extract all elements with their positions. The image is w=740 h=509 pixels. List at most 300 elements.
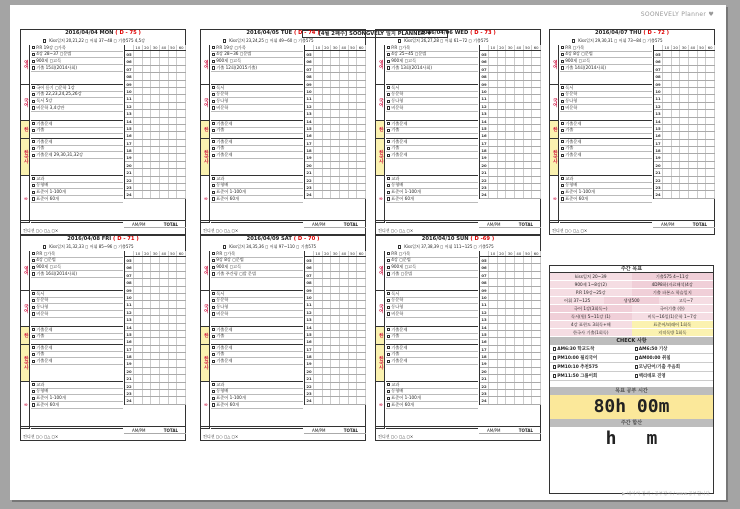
time-cell[interactable] (515, 272, 524, 278)
time-cell[interactable] (515, 331, 524, 337)
time-cell[interactable] (340, 169, 349, 175)
task-item[interactable] (560, 65, 652, 72)
time-cell[interactable] (506, 301, 515, 307)
time-cell[interactable] (143, 132, 152, 138)
checkbox[interactable] (223, 245, 226, 248)
time-cell[interactable] (524, 324, 533, 330)
time-cell[interactable] (314, 397, 323, 403)
time-cell[interactable] (680, 81, 689, 87)
task-item[interactable] (31, 345, 123, 352)
time-cell[interactable] (331, 390, 340, 396)
time-cell[interactable] (515, 360, 524, 366)
checkbox[interactable] (398, 245, 401, 248)
task-item[interactable] (386, 402, 478, 409)
time-cell[interactable] (680, 162, 689, 168)
time-cell[interactable] (151, 73, 160, 79)
time-cell[interactable] (689, 95, 698, 101)
checkbox[interactable] (223, 39, 226, 42)
time-cell[interactable] (160, 147, 169, 153)
time-cell[interactable] (524, 95, 533, 101)
checkbox[interactable] (32, 66, 35, 69)
time-cell[interactable] (532, 294, 541, 300)
checkbox[interactable] (561, 60, 564, 63)
time-cell[interactable] (498, 353, 507, 359)
task-item[interactable] (211, 121, 303, 128)
checkbox[interactable] (212, 147, 215, 150)
time-cell[interactable] (134, 118, 143, 124)
checkbox[interactable] (43, 245, 46, 248)
time-cell[interactable] (349, 383, 358, 389)
time-cell[interactable] (498, 132, 507, 138)
time-cell[interactable] (177, 316, 186, 322)
time-cell[interactable] (489, 125, 498, 131)
time-cell[interactable] (177, 125, 186, 131)
time-cell[interactable] (134, 184, 143, 190)
time-cell[interactable] (340, 316, 349, 322)
checkbox[interactable] (561, 93, 564, 96)
time-cell[interactable] (698, 58, 707, 64)
time-cell[interactable] (151, 353, 160, 359)
time-cell[interactable] (134, 324, 143, 330)
checkbox[interactable] (553, 365, 556, 368)
time-cell[interactable] (160, 316, 169, 322)
time-cell[interactable] (515, 58, 524, 64)
time-cell[interactable] (515, 154, 524, 160)
time-cell[interactable] (524, 147, 533, 153)
time-cell[interactable] (515, 103, 524, 109)
time-cell[interactable] (506, 397, 515, 403)
time-cell[interactable] (357, 162, 366, 168)
time-cell[interactable] (706, 191, 715, 197)
time-cell[interactable] (357, 264, 366, 270)
time-cell[interactable] (323, 287, 332, 293)
time-cell[interactable] (177, 51, 186, 57)
time-cell[interactable] (680, 88, 689, 94)
time-cell[interactable] (357, 154, 366, 160)
time-cell[interactable] (143, 272, 152, 278)
time-cell[interactable] (349, 353, 358, 359)
time-cell[interactable] (672, 169, 681, 175)
time-cell[interactable] (489, 338, 498, 344)
time-cell[interactable] (506, 353, 515, 359)
time-cell[interactable] (323, 257, 332, 263)
time-cell[interactable] (151, 397, 160, 403)
time-cell[interactable] (134, 301, 143, 307)
task-item[interactable] (211, 105, 303, 112)
time-cell[interactable] (663, 125, 672, 131)
time-cell[interactable] (489, 140, 498, 146)
time-cell[interactable] (349, 177, 358, 183)
checkbox[interactable] (387, 383, 390, 386)
time-cell[interactable] (506, 287, 515, 293)
checkbox[interactable] (561, 46, 564, 49)
time-cell[interactable] (532, 103, 541, 109)
time-cell[interactable] (515, 301, 524, 307)
time-cell[interactable] (349, 51, 358, 57)
time-cell[interactable] (143, 331, 152, 337)
time-cell[interactable] (349, 81, 358, 87)
time-cell[interactable] (160, 184, 169, 190)
time-cell[interactable] (160, 88, 169, 94)
checkbox[interactable] (561, 100, 564, 103)
time-cell[interactable] (169, 191, 178, 197)
time-cell[interactable] (177, 177, 186, 183)
time-cell[interactable] (331, 177, 340, 183)
time-cell[interactable] (524, 58, 533, 64)
time-cell[interactable] (177, 58, 186, 64)
task-item[interactable] (211, 345, 303, 352)
time-cell[interactable] (143, 279, 152, 285)
time-cell[interactable] (151, 177, 160, 183)
checkbox[interactable] (212, 86, 215, 89)
time-cell[interactable] (323, 95, 332, 101)
time-cell[interactable] (169, 147, 178, 153)
time-cell[interactable] (177, 81, 186, 87)
time-cell[interactable] (357, 301, 366, 307)
time-cell[interactable] (357, 88, 366, 94)
time-cell[interactable] (160, 383, 169, 389)
time-cell[interactable] (506, 294, 515, 300)
checkbox[interactable] (553, 347, 556, 350)
checkbox[interactable] (387, 252, 390, 255)
time-cell[interactable] (340, 184, 349, 190)
checkbox[interactable] (32, 312, 35, 315)
time-cell[interactable] (314, 88, 323, 94)
time-cell[interactable] (506, 272, 515, 278)
time-cell[interactable] (160, 338, 169, 344)
time-cell[interactable] (349, 331, 358, 337)
time-cell[interactable] (143, 73, 152, 79)
checkbox[interactable] (387, 335, 390, 338)
time-cell[interactable] (143, 287, 152, 293)
checkbox[interactable] (387, 328, 390, 331)
time-cell[interactable] (143, 324, 152, 330)
time-cell[interactable] (489, 294, 498, 300)
checkbox[interactable] (387, 122, 390, 125)
time-cell[interactable] (524, 390, 533, 396)
time-cell[interactable] (498, 287, 507, 293)
time-cell[interactable] (169, 162, 178, 168)
time-cell[interactable] (515, 264, 524, 270)
time-cell[interactable] (489, 264, 498, 270)
time-cell[interactable] (151, 154, 160, 160)
time-cell[interactable] (698, 125, 707, 131)
time-cell[interactable] (489, 331, 498, 337)
time-cell[interactable] (698, 51, 707, 57)
time-cell[interactable] (340, 103, 349, 109)
task-item[interactable] (31, 271, 123, 278)
checkbox[interactable] (561, 106, 564, 109)
time-cell[interactable] (340, 191, 349, 197)
time-cell[interactable] (160, 309, 169, 315)
time-cell[interactable] (532, 279, 541, 285)
time-cell[interactable] (134, 264, 143, 270)
time-cell[interactable] (515, 368, 524, 374)
time-cell[interactable] (524, 353, 533, 359)
time-cell[interactable] (698, 118, 707, 124)
time-cell[interactable] (506, 368, 515, 374)
time-cell[interactable] (151, 316, 160, 322)
time-cell[interactable] (340, 390, 349, 396)
checkbox[interactable] (387, 197, 390, 200)
time-cell[interactable] (349, 279, 358, 285)
time-cell[interactable] (340, 154, 349, 160)
checkbox[interactable] (212, 353, 215, 356)
time-cell[interactable] (160, 103, 169, 109)
time-cell[interactable] (357, 58, 366, 64)
time-cell[interactable] (143, 162, 152, 168)
time-cell[interactable] (314, 169, 323, 175)
checkbox[interactable] (553, 374, 556, 377)
time-cell[interactable] (357, 147, 366, 153)
time-cell[interactable] (340, 88, 349, 94)
time-cell[interactable] (357, 368, 366, 374)
time-cell[interactable] (698, 110, 707, 116)
time-cell[interactable] (323, 184, 332, 190)
checkbox[interactable] (561, 129, 564, 132)
time-cell[interactable] (143, 338, 152, 344)
time-cell[interactable] (177, 383, 186, 389)
time-cell[interactable] (331, 125, 340, 131)
time-cell[interactable] (357, 81, 366, 87)
time-cell[interactable] (515, 118, 524, 124)
time-cell[interactable] (314, 103, 323, 109)
time-cell[interactable] (340, 397, 349, 403)
time-cell[interactable] (331, 88, 340, 94)
checkbox[interactable] (572, 39, 575, 42)
time-cell[interactable] (340, 132, 349, 138)
checkbox[interactable] (32, 306, 35, 309)
time-cell[interactable] (331, 110, 340, 116)
task-item[interactable] (386, 65, 478, 72)
time-cell[interactable] (680, 51, 689, 57)
time-cell[interactable] (532, 368, 541, 374)
time-cell[interactable] (323, 140, 332, 146)
time-cell[interactable] (134, 309, 143, 315)
time-cell[interactable] (357, 118, 366, 124)
time-cell[interactable] (323, 316, 332, 322)
check-item[interactable] (632, 372, 714, 380)
time-cell[interactable] (506, 316, 515, 322)
time-cell[interactable] (515, 309, 524, 315)
time-cell[interactable] (323, 73, 332, 79)
time-cell[interactable] (672, 95, 681, 101)
time-cell[interactable] (524, 177, 533, 183)
time-cell[interactable] (314, 125, 323, 131)
time-cell[interactable] (134, 353, 143, 359)
time-cell[interactable] (169, 368, 178, 374)
checkbox[interactable] (32, 53, 35, 56)
time-cell[interactable] (357, 177, 366, 183)
checkbox[interactable] (387, 184, 390, 187)
time-cell[interactable] (151, 309, 160, 315)
time-cell[interactable] (349, 309, 358, 315)
time-cell[interactable] (160, 294, 169, 300)
time-cell[interactable] (489, 316, 498, 322)
time-cell[interactable] (160, 132, 169, 138)
time-cell[interactable] (663, 140, 672, 146)
checkbox[interactable] (387, 53, 390, 56)
time-cell[interactable] (498, 316, 507, 322)
checkbox[interactable] (561, 147, 564, 150)
time-cell[interactable] (169, 346, 178, 352)
time-cell[interactable] (680, 66, 689, 72)
checkbox[interactable] (398, 39, 401, 42)
checkbox[interactable] (32, 299, 35, 302)
time-cell[interactable] (143, 309, 152, 315)
time-cell[interactable] (663, 184, 672, 190)
time-cell[interactable] (314, 132, 323, 138)
checkbox[interactable] (387, 154, 390, 157)
time-cell[interactable] (323, 81, 332, 87)
time-cell[interactable] (698, 81, 707, 87)
time-cell[interactable] (524, 154, 533, 160)
time-cell[interactable] (489, 147, 498, 153)
time-cell[interactable] (672, 132, 681, 138)
time-cell[interactable] (532, 162, 541, 168)
time-cell[interactable] (143, 169, 152, 175)
time-cell[interactable] (524, 140, 533, 146)
time-cell[interactable] (134, 147, 143, 153)
checkbox[interactable] (387, 147, 390, 150)
time-cell[interactable] (151, 184, 160, 190)
time-cell[interactable] (323, 383, 332, 389)
checkbox[interactable] (561, 154, 564, 157)
time-cell[interactable] (177, 154, 186, 160)
time-cell[interactable] (689, 103, 698, 109)
checkbox[interactable] (212, 93, 215, 96)
time-cell[interactable] (706, 177, 715, 183)
time-cell[interactable] (515, 81, 524, 87)
time-cell[interactable] (331, 375, 340, 381)
time-cell[interactable] (134, 287, 143, 293)
time-cell[interactable] (340, 118, 349, 124)
time-cell[interactable] (160, 346, 169, 352)
time-cell[interactable] (143, 147, 152, 153)
time-cell[interactable] (515, 397, 524, 403)
time-cell[interactable] (134, 257, 143, 263)
checkbox[interactable] (212, 397, 215, 400)
time-cell[interactable] (151, 125, 160, 131)
checkbox[interactable] (212, 335, 215, 338)
time-cell[interactable] (151, 287, 160, 293)
time-cell[interactable] (340, 177, 349, 183)
time-cell[interactable] (357, 272, 366, 278)
time-cell[interactable] (177, 169, 186, 175)
time-cell[interactable] (515, 147, 524, 153)
time-cell[interactable] (169, 360, 178, 366)
time-cell[interactable] (143, 294, 152, 300)
time-cell[interactable] (331, 264, 340, 270)
time-cell[interactable] (349, 287, 358, 293)
checkbox[interactable] (387, 86, 390, 89)
time-cell[interactable] (314, 383, 323, 389)
time-cell[interactable] (169, 272, 178, 278)
time-cell[interactable] (169, 169, 178, 175)
time-cell[interactable] (177, 294, 186, 300)
time-cell[interactable] (134, 132, 143, 138)
time-cell[interactable] (532, 383, 541, 389)
checkbox[interactable] (212, 306, 215, 309)
time-cell[interactable] (706, 95, 715, 101)
time-cell[interactable] (160, 66, 169, 72)
time-cell[interactable] (532, 287, 541, 293)
time-cell[interactable] (698, 184, 707, 190)
time-cell[interactable] (532, 58, 541, 64)
time-cell[interactable] (169, 118, 178, 124)
time-cell[interactable] (506, 390, 515, 396)
time-cell[interactable] (706, 140, 715, 146)
time-cell[interactable] (532, 390, 541, 396)
time-cell[interactable] (672, 118, 681, 124)
time-cell[interactable] (134, 66, 143, 72)
time-cell[interactable] (489, 360, 498, 366)
time-cell[interactable] (524, 81, 533, 87)
checkbox[interactable] (32, 390, 35, 393)
time-cell[interactable] (532, 73, 541, 79)
time-cell[interactable] (680, 58, 689, 64)
time-cell[interactable] (177, 375, 186, 381)
time-cell[interactable] (498, 184, 507, 190)
time-cell[interactable] (169, 103, 178, 109)
time-cell[interactable] (698, 103, 707, 109)
time-cell[interactable] (331, 316, 340, 322)
time-cell[interactable] (506, 177, 515, 183)
time-cell[interactable] (498, 191, 507, 197)
time-cell[interactable] (169, 184, 178, 190)
time-cell[interactable] (680, 169, 689, 175)
checkbox[interactable] (387, 177, 390, 180)
time-cell[interactable] (314, 51, 323, 57)
time-cell[interactable] (357, 257, 366, 263)
time-cell[interactable] (177, 324, 186, 330)
time-cell[interactable] (349, 346, 358, 352)
checkbox[interactable] (212, 252, 215, 255)
time-cell[interactable] (672, 73, 681, 79)
task-item[interactable] (211, 139, 303, 146)
time-cell[interactable] (340, 110, 349, 116)
time-cell[interactable] (349, 58, 358, 64)
checkbox[interactable] (387, 46, 390, 49)
time-cell[interactable] (323, 147, 332, 153)
checkbox[interactable] (32, 60, 35, 63)
checkbox[interactable] (635, 374, 638, 377)
time-cell[interactable] (357, 184, 366, 190)
checkbox[interactable] (32, 46, 35, 49)
checkbox[interactable] (561, 66, 564, 69)
time-cell[interactable] (357, 338, 366, 344)
time-cell[interactable] (331, 191, 340, 197)
time-cell[interactable] (357, 353, 366, 359)
time-cell[interactable] (489, 191, 498, 197)
time-cell[interactable] (515, 184, 524, 190)
time-cell[interactable] (177, 110, 186, 116)
time-cell[interactable] (524, 279, 533, 285)
time-cell[interactable] (498, 95, 507, 101)
time-cell[interactable] (177, 147, 186, 153)
time-cell[interactable] (143, 140, 152, 146)
time-cell[interactable] (698, 191, 707, 197)
time-cell[interactable] (532, 95, 541, 101)
checkbox[interactable] (387, 397, 390, 400)
task-item[interactable] (386, 334, 478, 341)
task-item[interactable] (31, 327, 123, 334)
time-cell[interactable] (698, 154, 707, 160)
time-cell[interactable] (169, 324, 178, 330)
time-cell[interactable] (357, 383, 366, 389)
time-cell[interactable] (515, 353, 524, 359)
time-cell[interactable] (680, 103, 689, 109)
